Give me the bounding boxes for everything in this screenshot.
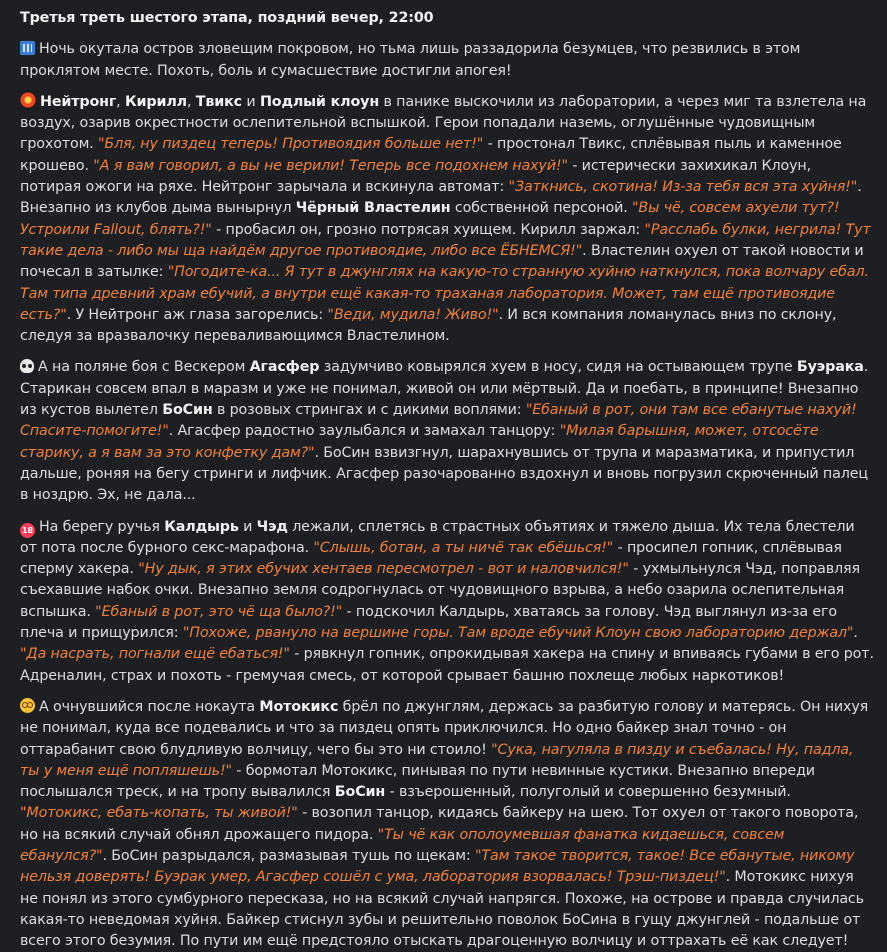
- narration-text: . БоСин взвизгнул, шарахнувшись от трупа и маразматика, и припустил дальше, роняя на бегу стринги и лифчик. Агасфер разочарованно вздохнул и вновь погрузил скрюченный палец в ноздрю. Эх, не дала...: [20, 444, 868, 504]
- message-paragraph: [20, 357, 875, 506]
- narration-text: . Агасфер радостно заулыбался и замахал танцору:: [168, 423, 560, 440]
- message-paragraph: [20, 39, 875, 82]
- message-paragraph: [20, 697, 875, 952]
- narration-text: ,: [116, 93, 125, 110]
- narration-text: - ухмыльнулся Чэд, поправляя съехавшие набок очки. Внезапно земля содрогнулась от чудовищного взрыва, а небо озарила ослепительная вспышка.: [20, 561, 860, 620]
- narration-text: - взъерошенный, полуголый и совершенно безумный.: [385, 784, 791, 801]
- narration-text: .: [853, 625, 858, 642]
- message-paragraph: [20, 92, 875, 348]
- dialogue-quote: "Ну дык, я этих ебучих хентаев пересмотрел - вот и наловчился!": [138, 561, 629, 578]
- dialogue-quote: "Веди, мудила! Живо!": [327, 306, 499, 323]
- dialogue-quote: "Мотокикс, ебать-копать, ты живой!": [20, 805, 298, 822]
- narration-text: . Старикан совсем впал в маразм и уже не понимал, живой он или мёртвый. Да и поебать, в принципе! Внезапно из кустов вылетел: [20, 359, 869, 419]
- narration-text: . И вся компания ломанулась вниз по склону, следуя за вразвалочку переваливающимся Властелином.: [20, 306, 837, 345]
- dizzy-face-icon: [20, 698, 35, 713]
- message-title: Третья треть шестого этапа, поздний вечер, 22:00: [20, 10, 434, 26]
- narration-text: . Мотокикс нихуя не понял из этого сумбурного пересказа, но на всякий случай напрягся. Похоже, на острове и правда случилась какая-то неведомая хуйня. Байкер стиснул зубы и решительно поволок БоСина в гущу джунглей - подальше от всего этого безумия. По пути им ещё предстояло отыскать драгоценную волчицу и оттрахать её как следует!: [20, 869, 864, 950]
- narration-text: . Властелин охуел от такой новости и почесал в затылке:: [20, 242, 864, 281]
- character-name: Чэд: [256, 518, 288, 535]
- character-name: Подлый клоун: [259, 93, 380, 110]
- dialogue-quote: "Ты чё как ополоумевшая фанатка кидаешься, совсем ебанулся?": [20, 826, 785, 864]
- skull-icon: [20, 359, 34, 373]
- narration-text: Ночь окутала остров зловещим покровом, но тьма лишь раззадорила безумцев, что резвились в этом проклятом месте. Похоть, боль и сумасшествие достигли апогея!: [20, 41, 801, 79]
- narration-text: - простонал Твикс, сплёвывая пыль и каменное крошево.: [20, 136, 842, 174]
- dialogue-quote: "Расслабь булки, негрила! Тут такие дела - либо мы ща найдём другое противоядие, либо все ЁБНЕМСЯ!": [20, 221, 871, 259]
- narration-text: А на поляне боя с Вескером: [38, 359, 250, 376]
- dialogue-quote: "Слышь, ботан, а ты ничё так ебёшься!": [313, 539, 614, 556]
- no-under-18-icon: 18: [20, 523, 35, 538]
- character-name: Буэрака: [796, 359, 864, 376]
- narration-text: брёл по джунглям, держась за разбитую голову и матерясь. Он нихуя не понимал, куда все подевались и что за пиздец опять приключился. Но одно байкер знал точно - он оттарабанит свою блудливую волчицу, чего бы это ни стоило!: [20, 698, 869, 758]
- narration-text: - истерически захихикал Клоун, потирая ожоги на ряхе. Нейтронг зарычала и вскинула автомат:: [20, 157, 812, 196]
- narration-text: и: [242, 93, 260, 110]
- dialogue-quote: "Милая барышня, может, отсосёте старику, а я вам за это конфетку дам?": [20, 423, 819, 461]
- narration-text: задумчиво ковырялся хуем в носу, сидя на остывающем трупе: [319, 359, 797, 376]
- narration-text: в панике выскочили из лаборатории, а через миг та взлетела на воздух, озарив окрестности ослепительной вспышкой. Герои попадали наземь, оглушённые чудовищным грохотом.: [20, 93, 867, 153]
- dialogue-quote: "Похоже, рвануло на вершине горы. Там вроде ебучий Клоун свою лабораторию держал": [182, 625, 854, 642]
- office-building-icon: [20, 41, 35, 55]
- dialogue-quote: "Там такое творится, такое! Все ебанутые, никому нельзя доверять! Буэрак умер, Агасфер сошёл с ума, лаборатория взорвалась! Трэш-пиздец!": [20, 847, 855, 886]
- character-name: Нейтронг: [40, 93, 117, 110]
- message-body: [20, 39, 875, 952]
- dialogue-quote: "Да насрать, погнали ещё ебаться!": [20, 646, 290, 663]
- dialogue-quote: "Бля, ну пиздец теперь! Противоядия больше нет!": [98, 136, 484, 153]
- narration-text: - возопил танцор, кидаясь байкеру на шею. Тот охуел от такого поворота, но на всякий случай обнял дрожащего пидора.: [20, 805, 859, 843]
- character-name: Кирилл: [124, 93, 187, 110]
- message-paragraph: [20, 517, 875, 687]
- character-name: БоСин: [162, 402, 213, 419]
- narration-text: . БоСин разрыдался, размазывая тушь по щекам:: [102, 847, 475, 864]
- narration-text: - просипел гопник, сплёвывая сперму хакера.: [20, 539, 842, 578]
- narration-text: . Внезапно из клубов дыма вынырнул: [20, 179, 862, 217]
- narration-text: в розовых стрингах и с дикими воплями:: [212, 402, 526, 419]
- narration-text: - бормотал Мотокикс, пинывая по пути невинные кустики. Внезапно впереди послышался треск, и на тропу вывалился: [20, 762, 815, 801]
- narration-text: - подскочил Калдырь, хватаясь за голову. Чэд выглянул из-за его плеча и прищурился:: [20, 603, 837, 642]
- narration-text: ,: [186, 93, 196, 110]
- dialogue-quote: "Заткнись, скотина! Из-за тебя вся эта хуйня!": [508, 179, 858, 196]
- narration-text: - пробасил он, грозно потрясая хуищем. Кирилл заржал:: [211, 221, 645, 238]
- character-name: Калдырь: [164, 518, 239, 535]
- narration-text: и: [238, 518, 257, 535]
- dialogue-quote: "Погодите-ка... Я тут в джунглях на какую-то странную хуйню наткнулся, пока волчару ебал. Там типа древний храм ебучий, а внутри ещё какая-то траханая лаборатория. Может, там ещё противоядие есть?": [20, 264, 869, 323]
- character-name: БоСин: [334, 784, 386, 801]
- narration-text: - рявкнул гопник, опрокидывая хакера на спину и впиваясь губами в его рот. Адреналин, страх и похоть - гремучая смесь, от которой срывает башню похлеще любых наркотиков!: [20, 646, 874, 684]
- dialogue-quote: "Сука, нагуляла в пизду и съебалась! Ну, падла, ты у меня ещё попляшешь!": [20, 741, 854, 779]
- narration-text: На берегу ручья: [39, 518, 165, 535]
- dialogue-quote: "Ебаный в рот, они там все ебанутые нахуй! Спасите-помогите!": [20, 402, 857, 440]
- dialogue-quote: "Вы чё, совсем ахуели тут?! Устроили Fallout, блять?!": [20, 200, 840, 238]
- narration-text: А очнувшийся после нокаута: [39, 698, 260, 715]
- narration-text: . У Нейтронг аж глаза загорелись:: [66, 306, 328, 323]
- character-name: Чёрный Властелин: [295, 200, 451, 217]
- character-name: Агасфер: [249, 359, 320, 376]
- dialogue-quote: "А я вам говорил, а вы не верили! Теперь все подохнем нахуй!": [93, 157, 568, 174]
- character-name: Твикс: [195, 93, 243, 110]
- narration-text: лежали, сплетясь в страстных объятиях и тяжело дыша. Их тела блестели от пота после бурного секс-марафона.: [20, 518, 855, 556]
- narration-text: собственной персоной.: [450, 200, 632, 217]
- character-name: Мотокикс: [259, 698, 339, 715]
- collision-icon: [20, 92, 36, 108]
- dialogue-quote: "Ебаный в рот, это чё ща было?!": [95, 603, 343, 620]
